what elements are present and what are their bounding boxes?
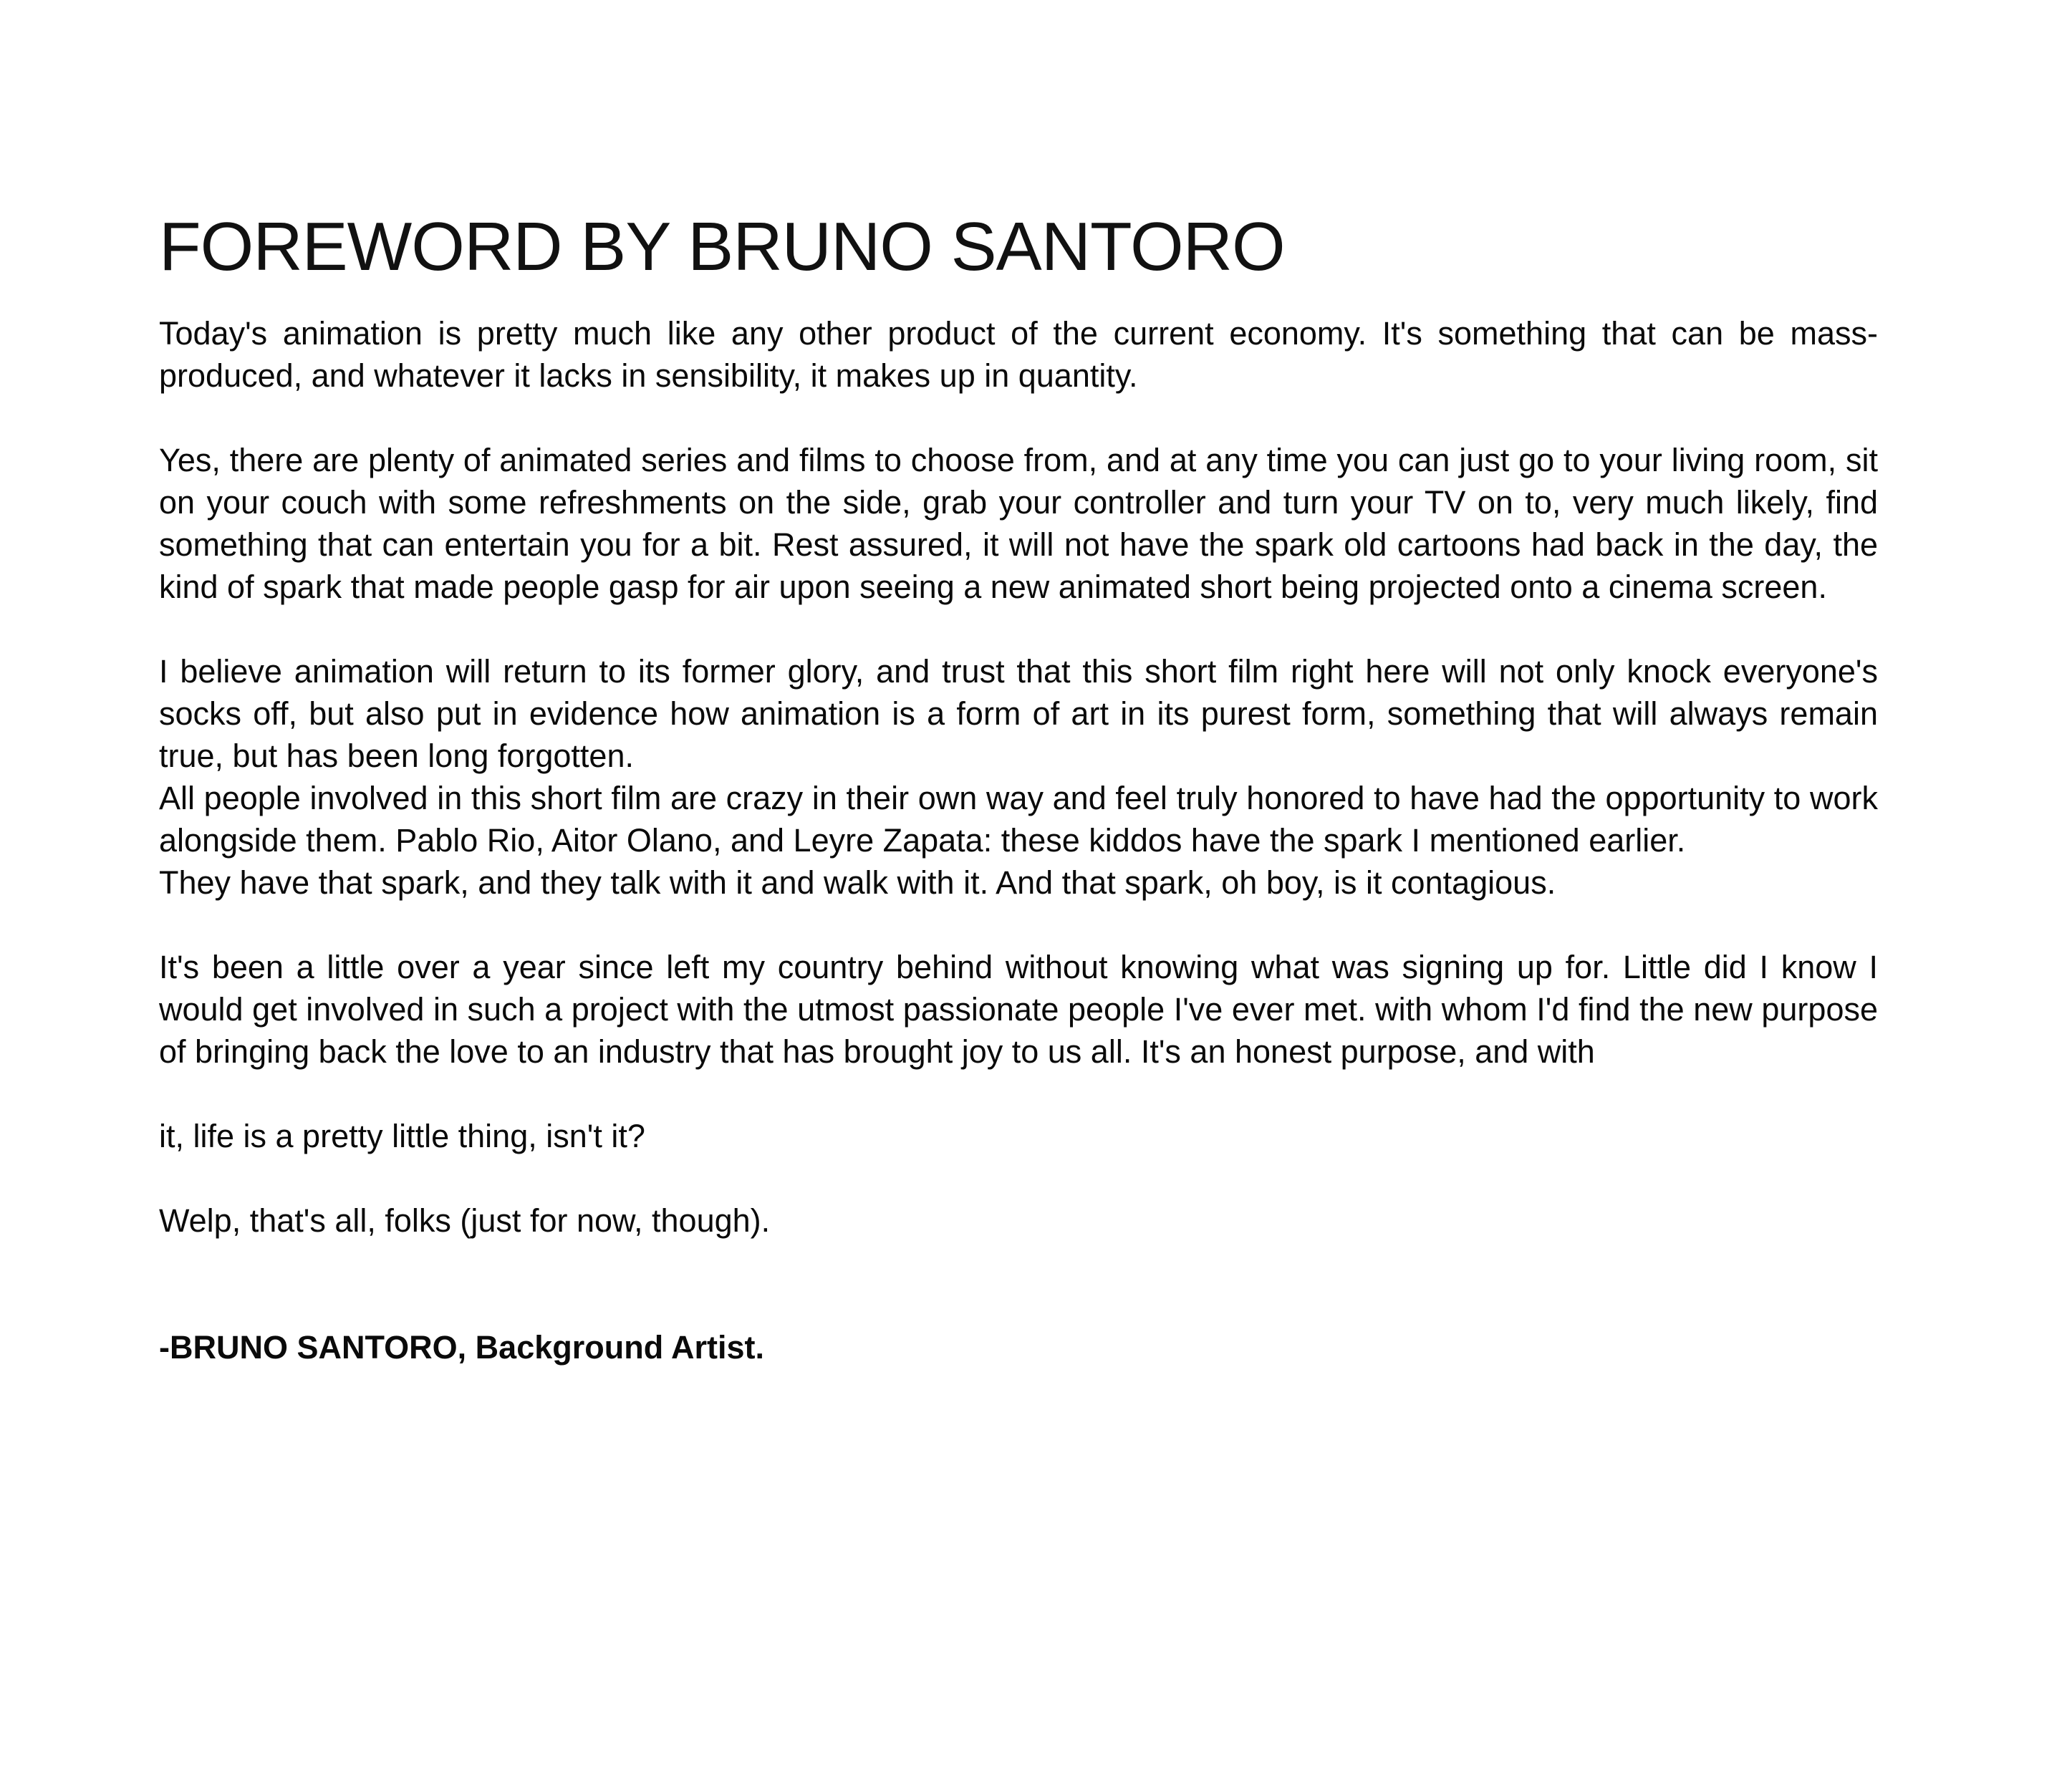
paragraph-new-purpose: It's been a little over a year since left my country behind without knowing what was signing up for. Little did I know I would get involved in such a project with the utmost passionate people I've ever met. with whom I'd find the new purpose of bringing back the love to an industry that has brought joy to us all. It's an honest purpose, and with [159, 949, 1878, 1070]
foreword-page [159, 208, 1878, 1368]
page-title: FOREWORD BY BRUNO SANTORO [159, 208, 1285, 285]
paragraph-spark: They have that spark, and they talk with it and walk with it. And that spark, oh boy, is it contagious. [159, 864, 1556, 901]
paragraph-pretty-little-thing: it, life is a pretty little thing, isn't it? [159, 1118, 645, 1154]
paragraph-intro: Today's animation is pretty much like any other product of the current economy. It's something that can be mass-produced, and whatever it lacks in sensibility, it makes up in quantity. [159, 315, 1878, 394]
author-signature: -BRUNO SANTORO, Background Artist. [159, 1329, 765, 1366]
paragraph-former-glory: I believe animation will return to its former glory, and trust that this short film right here will not only knock everyone's socks off, but also put in evidence how animation is a form of art in its purest form, something that will always remain true, but has been long forgotten. [159, 653, 1878, 774]
paragraph-people-involved: All people involved in this short film are crazy in their own way and feel truly honored to have had the opportunity to work alongside them. Pablo Rio, Aitor Olano, and Leyre Zapata: these kiddos have the spark I mentioned earlier. [159, 780, 1878, 859]
paragraph-animated-series: Yes, there are plenty of animated series and films to choose from, and at any time you can just go to your living room, sit on your couch with some refreshments on the side, grab your controller and turn your TV on to, very much likely, find something that can entertain you for a bit. Rest assured, it will not have the spark old cartoons had back in the day, the kind of spark that made people gasp for air upon seeing a new animated short being projected onto a cinema screen. [159, 442, 1878, 605]
paragraph-closing: Welp, that's all, folks (just for now, though). [159, 1202, 771, 1239]
